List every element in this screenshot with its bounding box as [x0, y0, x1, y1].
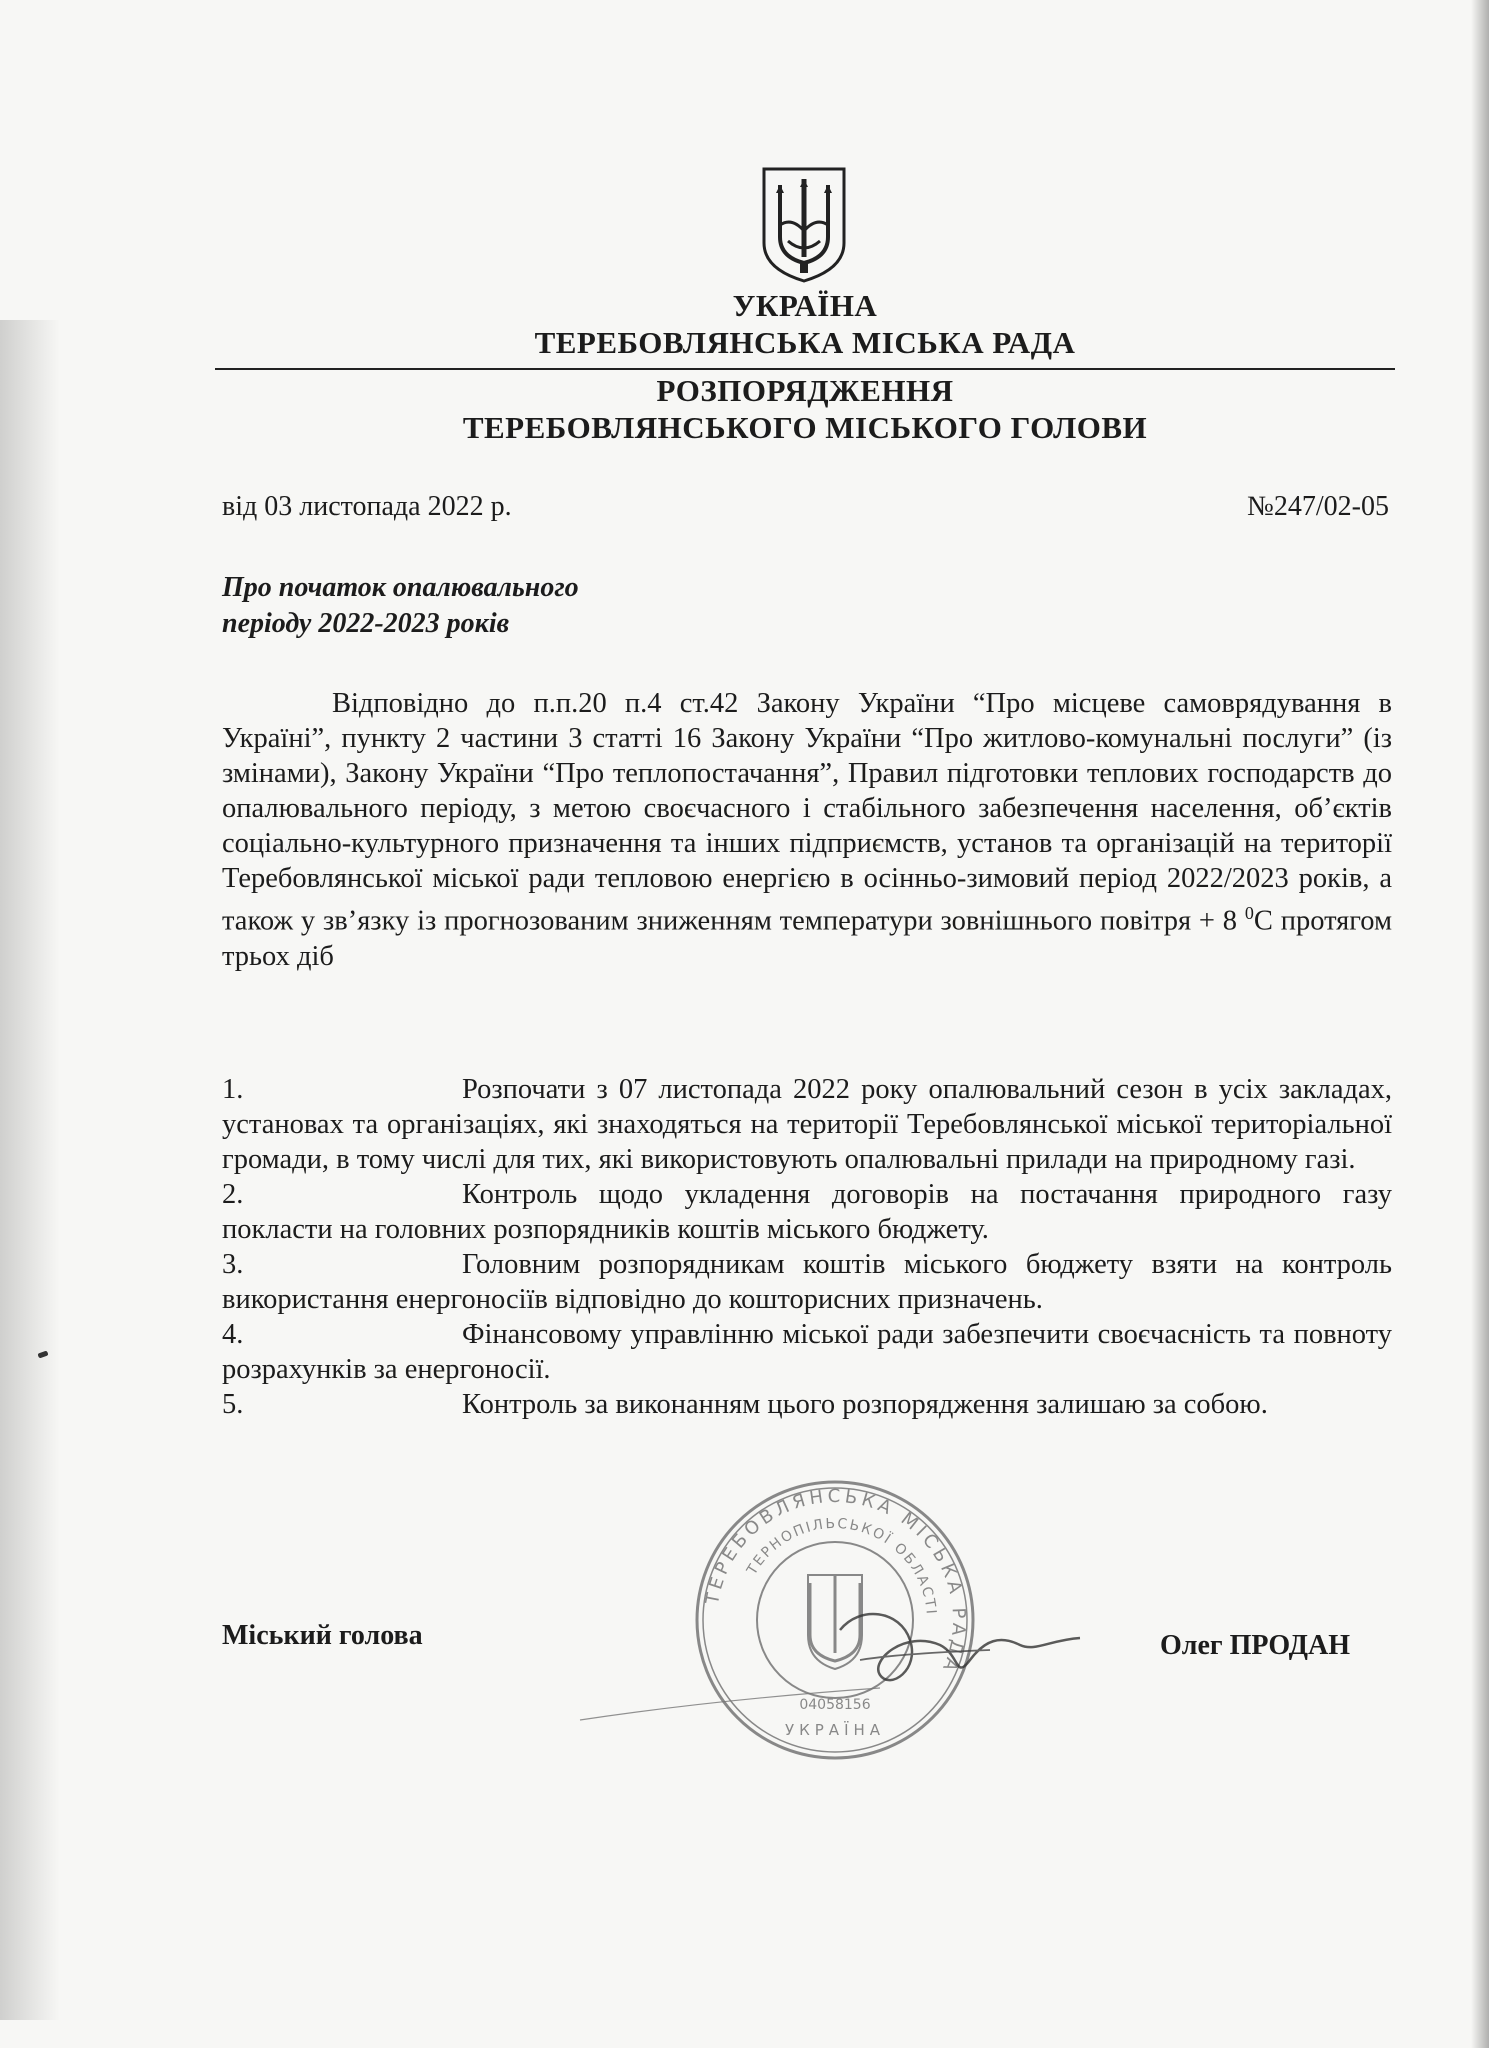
handwritten-signature — [560, 1600, 1100, 1740]
preamble-paragraph — [222, 686, 1392, 974]
scan-shadow-left — [0, 320, 60, 2020]
item-text: Фінансовому управлінню міської ради забезпечити своєчасність та повноту розрахунків за енергоносії. — [222, 1319, 1392, 1385]
scan-shadow-right — [1471, 0, 1489, 2048]
preamble-text-end: С протягом трьох діб — [222, 905, 1393, 972]
item-number: 1. — [222, 1074, 244, 1105]
list-item — [222, 1387, 1392, 1422]
item-number: 3. — [222, 1249, 244, 1280]
signatory-name: Олег ПРОДАН — [1160, 1630, 1350, 1661]
list-item — [222, 1317, 1392, 1387]
seal-code: 04058156 — [799, 1697, 871, 1713]
document-number: №247/02-05 — [1247, 491, 1389, 522]
list-item — [222, 1072, 1392, 1177]
item-text: Контроль щодо укладення договорів на постачання природного газу покласти на головних розпорядників коштів міського бюджету. — [222, 1179, 1392, 1245]
list-item — [222, 1177, 1392, 1247]
item-number: 5. — [222, 1389, 244, 1420]
issuer-title: ТЕРЕБОВЛЯНСЬКОГО МІСЬКОГО ГОЛОВИ — [462, 410, 1148, 445]
degree-superscript: 0 — [1244, 903, 1254, 923]
document-type-title: РОЗПОРЯДЖЕННЯ — [656, 373, 954, 408]
item-number: 4. — [222, 1319, 244, 1350]
item-number: 2. — [222, 1179, 244, 1210]
item-text: Розпочати з 07 листопада 2022 року опалювальний сезон в усіх закладах, установах та організаціях, які знаходяться на території Теребовлянської міської територіальної громади, в тому числі для тих, які використовують опалювальні прилади на природному газі. — [222, 1074, 1392, 1175]
header-divider — [215, 368, 1395, 370]
seal-bottom-text: УКРАЇНА — [784, 1721, 886, 1739]
subject-line-2: періоду 2022-2023 років — [222, 608, 510, 639]
trident-emblem-icon — [760, 165, 848, 285]
country-title: УКРАЇНА — [732, 288, 878, 323]
document-date: від 03 листопада 2022 р. — [222, 491, 512, 522]
item-text: Головним розпорядникам коштів міського бюджету взяти на контроль використання енергоносіїв відповідно до кошторисних призначень. — [222, 1249, 1392, 1315]
item-text: Контроль за виконанням цього розпорядження залишаю за собою. — [462, 1389, 1268, 1420]
signatory-position: Міський голова — [222, 1620, 423, 1651]
list-item — [222, 1247, 1392, 1317]
seal-outer-text: ТЕРЕБОВЛЯНСЬКА МІСЬКА РАДА — [701, 1485, 970, 1678]
seal-inner-text: ТЕРНОПІЛЬСЬКОЇ ОБЛАСТІ — [744, 1515, 939, 1617]
subject-line-1: Про початок опалювального — [222, 572, 579, 603]
document-subject — [222, 570, 822, 642]
order-items-list — [222, 1072, 1392, 1422]
preamble-text: Відповідно до п.п.20 п.4 ст.42 Закону України “Про місцеве самоврядування в Україні”, пункту 2 частини 3 статті 16 Закону України “Про житлово-комунальні послуги” (із змінами), Закону України “Про теплопостачання”, Правил підготовки теплових господарств до опалювального періоду, з метою своєчасного і стабільного забезпечення населення, об’єктів соціально-культурного призначення та інших підприємств, установ та організацій на території Теребовлянської міської ради тепловою енергією в осінньо-зимовий період 2022/2023 років, а також у зв’язку із прогнозованим зниженням температури зовнішнього повітря + 8 — [222, 688, 1392, 937]
council-title: ТЕРЕБОВЛЯНСЬКА МІСЬКА РАДА — [534, 325, 1076, 360]
